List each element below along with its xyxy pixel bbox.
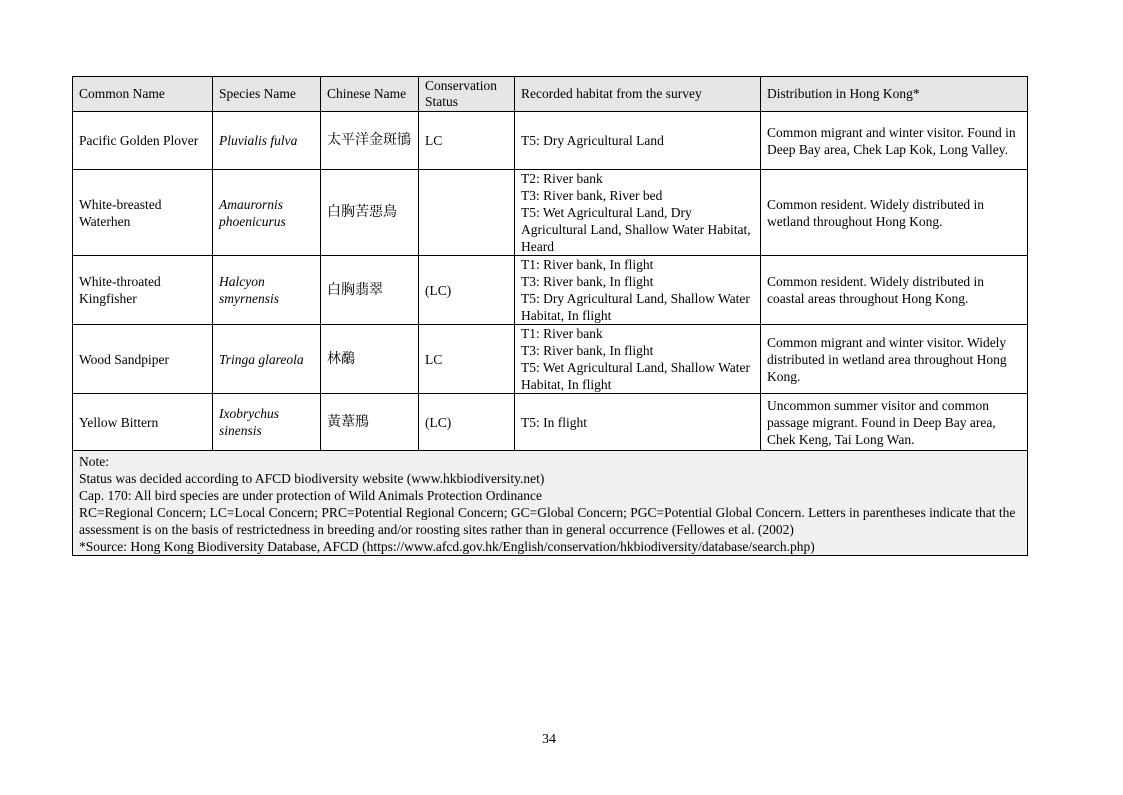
table-notes-row bbox=[73, 451, 1028, 556]
cell-distribution: Common migrant and winter visitor. Widely distributed in wetland area throughout Hong Kong. bbox=[761, 325, 1028, 394]
cell-recorded-habitat: T5: In flight bbox=[515, 394, 761, 451]
page-number: 34 bbox=[542, 732, 556, 747]
cell-conservation-status bbox=[419, 170, 515, 256]
cell-distribution: Common migrant and winter visitor. Found in Deep Bay area, Chek Lap Kok, Long Valley. bbox=[761, 112, 1028, 170]
note-cap-170: Cap. 170: All bird species are under protection of Wild Animals Protection Ordinance bbox=[79, 488, 542, 503]
cell-recorded-habitat: T5: Dry Agricultural Land bbox=[515, 112, 761, 170]
cell-recorded-habitat: T1: River bank T3: River bank, In flight T5: Wet Agricultural Land, Shallow Water Habitat, In flight bbox=[515, 325, 761, 394]
cell-species-name: Amaurornis phoenicurus bbox=[213, 170, 321, 256]
cell-species-name: Halcyon smyrnensis bbox=[213, 256, 321, 325]
cell-common-name: White-throated Kingfisher bbox=[73, 256, 213, 325]
table-header-row bbox=[73, 77, 1028, 112]
note-abbreviations: RC=Regional Concern; LC=Local Concern; PRC=Potential Regional Concern; GC=Global Concern; PGC=Potential Global Concern. Letters in parentheses indicate that the assessment is on the basis of restrictedness in breeding and/or roosting sites rather than in general occurrence (Fellowes et al. (2002) bbox=[79, 505, 1016, 537]
note-heading: Note: bbox=[79, 454, 109, 469]
cell-common-name: White-breasted Waterhen bbox=[73, 170, 213, 256]
bird-species-table bbox=[72, 76, 1028, 556]
table-notes bbox=[73, 451, 1028, 556]
cell-chinese-name: 白胸苦惡鳥 bbox=[321, 170, 419, 256]
cell-species-name: Pluvialis fulva bbox=[213, 112, 321, 170]
note-status-source: Status was decided according to AFCD biodiversity website (www.hkbiodiversity.net) bbox=[79, 471, 545, 486]
table-row bbox=[73, 325, 1028, 394]
cell-conservation-status: LC bbox=[419, 112, 515, 170]
table-row bbox=[73, 170, 1028, 256]
header-distribution: Distribution in Hong Kong* bbox=[761, 77, 1028, 112]
cell-conservation-status: (LC) bbox=[419, 394, 515, 451]
cell-chinese-name: 林鷸 bbox=[321, 325, 419, 394]
cell-common-name: Pacific Golden Plover bbox=[73, 112, 213, 170]
cell-common-name: Wood Sandpiper bbox=[73, 325, 213, 394]
cell-chinese-name: 太平洋金斑鴴 bbox=[321, 112, 419, 170]
cell-distribution: Common resident. Widely distributed in coastal areas throughout Hong Kong. bbox=[761, 256, 1028, 325]
cell-distribution: Uncommon summer visitor and common passage migrant. Found in Deep Bay area, Chek Keng, Tai Long Wan. bbox=[761, 394, 1028, 451]
cell-common-name: Yellow Bittern bbox=[73, 394, 213, 451]
table-row bbox=[73, 112, 1028, 170]
cell-species-name: Ixobrychus sinensis bbox=[213, 394, 321, 451]
header-species-name: Species Name bbox=[213, 77, 321, 112]
header-common-name: Common Name bbox=[73, 77, 213, 112]
cell-conservation-status: LC bbox=[419, 325, 515, 394]
cell-recorded-habitat: T1: River bank, In flight T3: River bank, In flight T5: Dry Agricultural Land, Shallow Water Habitat, In flight bbox=[515, 256, 761, 325]
cell-chinese-name: 白胸翡翠 bbox=[321, 256, 419, 325]
cell-recorded-habitat: T2: River bank T3: River bank, River bed T5: Wet Agricultural Land, Dry Agricultural Land, Shallow Water Habitat, Heard bbox=[515, 170, 761, 256]
cell-chinese-name: 黃葦鳽 bbox=[321, 394, 419, 451]
table-row bbox=[73, 256, 1028, 325]
header-recorded-habitat: Recorded habitat from the survey bbox=[515, 77, 761, 112]
table-row bbox=[73, 394, 1028, 451]
cell-species-name: Tringa glareola bbox=[213, 325, 321, 394]
header-conservation-status: Conservation Status bbox=[419, 77, 515, 112]
cell-conservation-status: (LC) bbox=[419, 256, 515, 325]
note-source-database: *Source: Hong Kong Biodiversity Database, AFCD (https://www.afcd.gov.hk/English/conservation/hkbiodiversity/database/search.php) bbox=[79, 539, 815, 554]
header-chinese-name: Chinese Name bbox=[321, 77, 419, 112]
cell-distribution: Common resident. Widely distributed in wetland throughout Hong Kong. bbox=[761, 170, 1028, 256]
